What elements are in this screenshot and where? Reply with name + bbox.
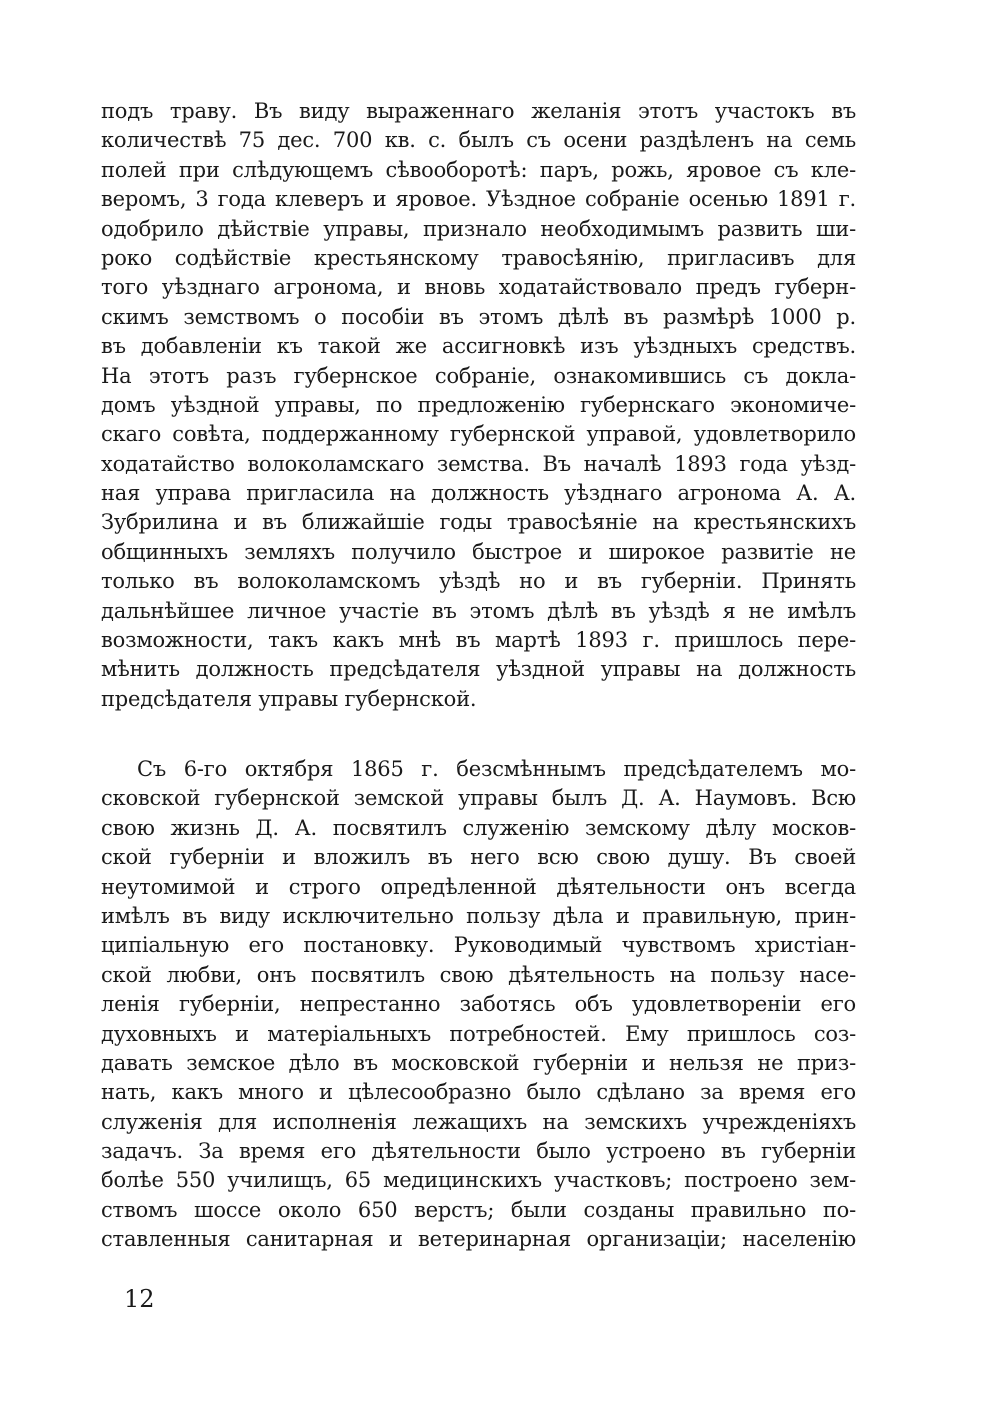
text-line: свою жизнь Д. А. посвятилъ служенію земскому дѣлу москов- xyxy=(101,815,856,840)
text-line: ходатайство волоколамскаго земства. Въ началѣ 1893 года уѣзд- xyxy=(101,451,856,476)
text-line: болѣе 550 училищъ, 65 медицинскихъ участковъ; построено зем- xyxy=(101,1168,856,1193)
text-line: ствомъ шоссе около 650 верстъ; были созданы правильно по- xyxy=(101,1197,856,1222)
text-line: ской губерніи и вложилъ въ него всю свою душу. Въ своей xyxy=(101,845,856,870)
text-line: предсѣдателя управы губернской. xyxy=(101,686,477,711)
text-line: Съ 6-го октября 1865 г. безсмѣннымъ предсѣдателемъ мо- xyxy=(137,757,856,781)
text-line: общинныхъ земляхъ получило быстрое и широкое развитіе не xyxy=(101,539,856,564)
text-line: давать земское дѣло въ московской губерніи и нельзя не приз- xyxy=(101,1050,856,1075)
text-line: ленія губерніи, непрестанно заботясь объ удовлетвореніи его xyxy=(101,992,856,1017)
text-line: На этотъ разъ губернское собраніе, ознакомившись съ докла- xyxy=(101,363,856,388)
text-line: служенія для исполненія лежащихъ на земскихъ учрежденіяхъ xyxy=(101,1109,856,1134)
text-line: скимъ земствомъ о пособіи въ этомъ дѣлѣ въ размѣрѣ 1000 р. xyxy=(101,304,856,329)
text-line: ской любви, онъ посвятилъ свою дѣятельность на пользу насе- xyxy=(101,962,856,987)
page-number: 12 xyxy=(124,1285,155,1313)
text-line: сковской губернской земской управы былъ Д. А. Наумовъ. Всю xyxy=(101,786,856,811)
text-line: неутомимой и строго опредѣленной дѣятельности онъ всегда xyxy=(101,874,856,899)
text-line: ципіальную его постановку. Руководимый чувствомъ христіан- xyxy=(101,933,856,958)
text-line: мѣнить должность предсѣдателя уѣздной управы на должность xyxy=(101,657,856,682)
text-line: подъ траву. Въ виду выраженнаго желанія этотъ участокъ въ xyxy=(101,99,856,123)
text-line: только въ волоколамскомъ уѣздѣ но и въ губерніи. Принять xyxy=(101,569,856,594)
paragraph-1 xyxy=(101,97,856,714)
text-line: ставленныя санитарная и ветеринарная организаціи; населенію xyxy=(101,1227,856,1252)
text-line: нать, какъ много и цѣлесообразно было сдѣлано за время его xyxy=(101,1080,856,1105)
paragraph-2 xyxy=(101,755,856,1255)
text-line: имѣлъ въ виду исключительно пользу дѣла и правильную, прин- xyxy=(101,903,856,928)
text-line: веромъ, 3 года клеверъ и яровое. Уѣздное собраніе осенью 1891 г. xyxy=(101,187,856,212)
text-line: домъ уѣздной управы, по предложенію губернскаго экономиче- xyxy=(101,392,856,417)
text-line: въ добавленіи къ такой же ассигновкѣ изъ уѣздныхъ средствъ. xyxy=(101,334,856,359)
text-line: духовныхъ и матеріальныхъ потребностей. Ему пришлось соз- xyxy=(101,1021,856,1046)
text-line: одобрило дѣйствіе управы, признало необходимымъ развить ши- xyxy=(101,216,856,241)
text-line: полей при слѣдующемъ сѣвооборотѣ: паръ, рожь, яровое съ кле- xyxy=(101,157,856,182)
text-line: ная управа пригласила на должность уѣзднаго агронома А. А. xyxy=(101,481,856,506)
text-line: задачъ. За время его дѣятельности было устроено въ губерніи xyxy=(101,1139,856,1164)
text-line: того уѣзднаго агронома, и вновь ходатайствовало предъ губерн- xyxy=(101,275,856,300)
text-line: дальнѣйшее личное участіе въ этомъ дѣлѣ въ уѣздѣ я не имѣлъ xyxy=(101,598,856,623)
text-line: скаго совѣта, поддержанному губернской управой, удовлетворило xyxy=(101,422,856,447)
text-line: возможности, такъ какъ мнѣ въ мартѣ 1893 г. пришлось пере- xyxy=(101,628,856,653)
text-line: роко содѣйствіе крестьянскому травосѣянію, пригласивъ для xyxy=(101,245,856,270)
text-line: Зубрилина и въ ближайшіе годы травосѣяніе на крестьянскихъ xyxy=(101,510,856,535)
text-line: количествѣ 75 дес. 700 кв. с. былъ съ осени раздѣленъ на семь xyxy=(101,128,856,153)
